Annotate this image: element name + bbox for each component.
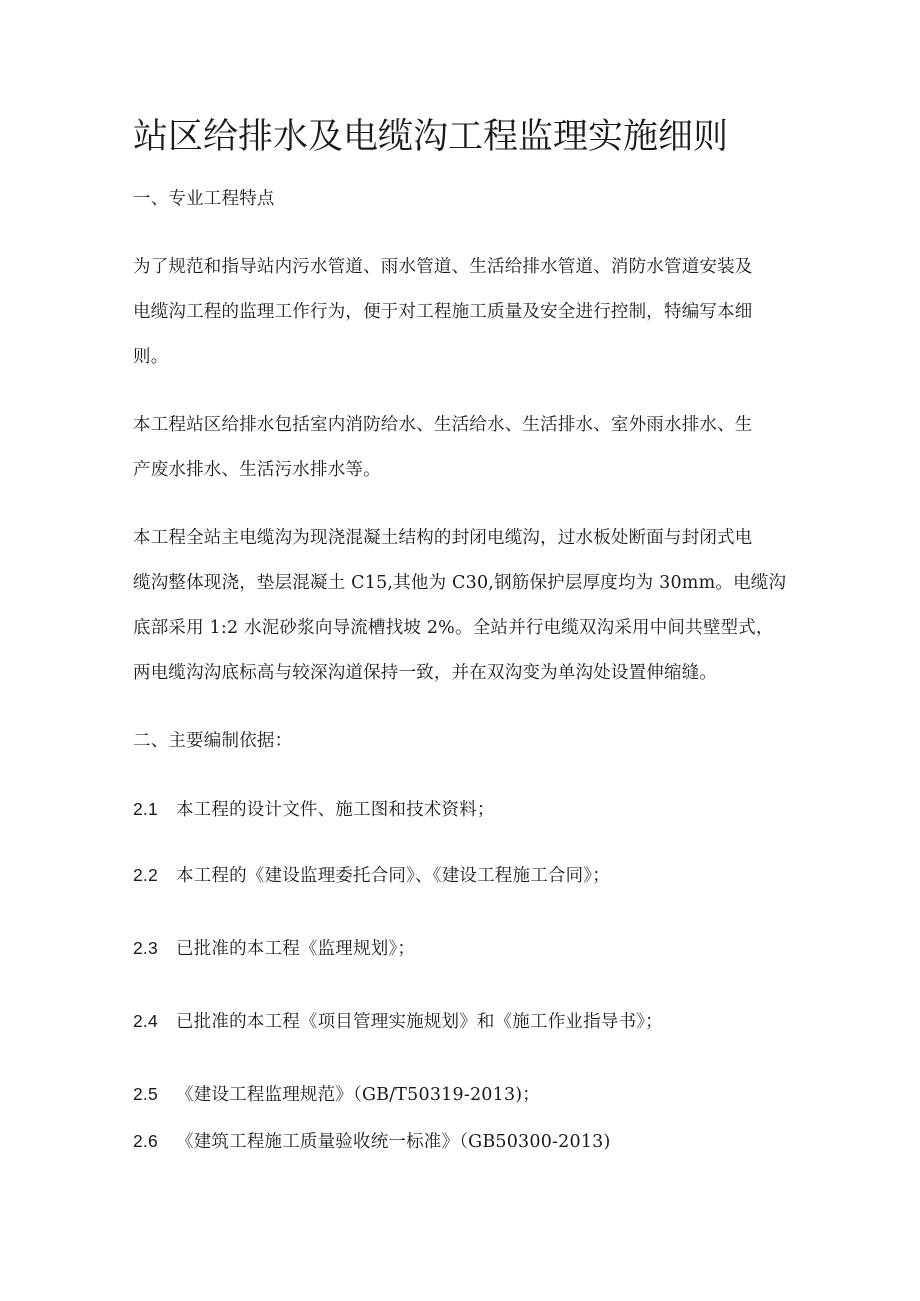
- basis-item-text: 本工程的设计文件、施工图和技术资料；: [176, 800, 495, 820]
- para2-line1: 本工程站区给排水包括室内消防给水、生活给水、生活排水、室外雨水排水、生: [133, 415, 753, 435]
- basis-item: [133, 796, 813, 823]
- basis-item-text: 本工程的《建设监理委托合同》、《建设工程施工合同》；: [176, 866, 610, 886]
- basis-item: [133, 1081, 813, 1108]
- para1-line2: 电缆沟工程的监理工作行为，便于对工程施工质量及安全进行控制，特编写本细: [133, 302, 753, 322]
- basis-item-text: 《建设工程监理规范》（GB/T50319-2013)；: [176, 1085, 541, 1105]
- para1-line3: 则。: [133, 347, 169, 367]
- basis-item-number: 2.3: [133, 938, 158, 958]
- basis-item-text: 《建筑工程施工质量验收统一标准》（GB50300-2013): [176, 1132, 611, 1152]
- basis-item-number: 2.5: [133, 1084, 158, 1104]
- basis-item-text: 已批准的本工程《监理规划》；: [176, 939, 416, 959]
- para3-line1: 本工程全站主电缆沟为现浇混凝土结构的封闭电缆沟，过水板处断面与封闭式电: [133, 528, 753, 548]
- basis-item-number: 2.1: [133, 799, 158, 819]
- basis-item-number: 2.4: [133, 1011, 158, 1031]
- basis-item-number: 2.2: [133, 865, 158, 885]
- para3-line2: 缆沟整体现浇，垫层混凝土 C15,其他为 C30,钢筋保护层厚度均为 30mm。电缆沟: [133, 573, 787, 593]
- document-title: 站区给排水及电缆沟工程监理实施细则: [133, 117, 729, 157]
- basis-item: [133, 862, 813, 889]
- basis-item: [133, 935, 813, 962]
- para1-line1: 为了规范和指导站内污水管道、雨水管道、生活给排水管道、消防水管道安装及: [133, 257, 753, 277]
- para3-line4: 两电缆沟沟底标高与较深沟道保持一致，并在双沟变为单沟处设置伸缩缝。: [133, 663, 718, 683]
- para3-line3: 底部采用 1:2 水泥砂浆向导流槽找坡 2%。全站并行电缆双沟采用中间共壁型式，: [133, 618, 774, 638]
- basis-item-text: 已批准的本工程《项目管理实施规划》和《施工作业指导书》；: [176, 1012, 663, 1032]
- basis-item: [133, 1008, 813, 1035]
- para2-line2: 产废水排水、生活污水排水等。: [133, 460, 381, 480]
- basis-item-number: 2.6: [133, 1131, 158, 1151]
- section2-heading: 二、主要编制依据：: [133, 731, 293, 751]
- basis-item: [133, 1128, 813, 1155]
- section1-heading: 一、专业工程特点: [133, 189, 275, 209]
